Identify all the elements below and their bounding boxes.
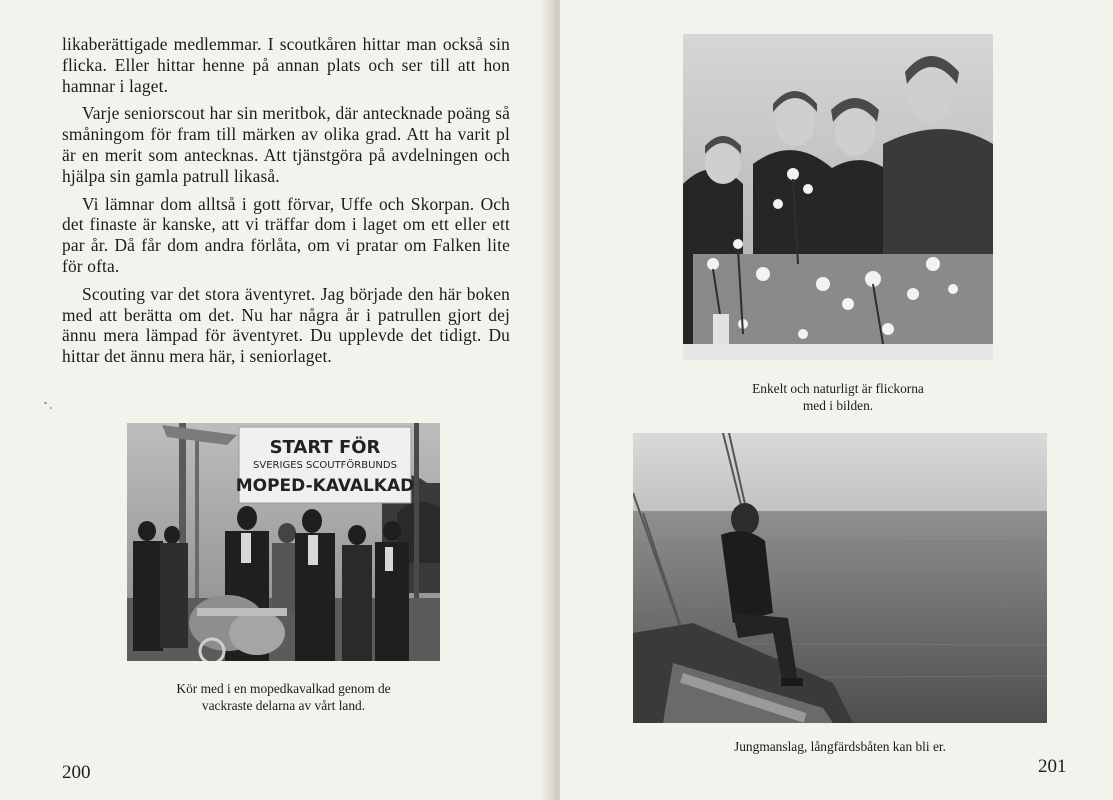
caption-line: vackraste delarna av vårt land. — [201, 698, 366, 713]
page-number: 201 — [1038, 756, 1067, 777]
print-speck — [50, 407, 52, 409]
body-text — [62, 34, 510, 374]
photo-moped-kavalkad — [127, 423, 440, 661]
caption-line: Enkelt och naturligt är flickorna — [752, 381, 924, 396]
caption-line: Kör med i en mopedkavalkad genom de — [176, 681, 391, 696]
banner-line: SVERIGES SCOUTFÖRBUNDS — [253, 460, 397, 471]
banner-line: MOPED-KAVALKAD — [235, 476, 415, 496]
print-speck — [44, 402, 47, 404]
right-page — [560, 0, 1113, 800]
paragraph: Varje seniorscout har sin meritbok, där antecknade poäng så småningom för fram till märken av olika grad. Att ha varit pl är en merit som antecknas. Att tjänstgöra på avdelningen och hjälpa sin gamla patrull likaså. — [62, 103, 510, 186]
paragraph: Scouting var det stora äventyret. Jag började den här boken med att berätta om det. Nu har några år i patrullen gjort dej ännu mera lämpad för äventyret. Du upplevde det tidigt. Du hittar det ännu mera här, i seniorlaget. — [62, 283, 510, 367]
photo-caption — [683, 380, 993, 414]
paragraph: likaberättigade medlemmar. I scoutkåren hittar man också sin flicka. Eller hittar henne på annan plats och ser till att hon hamnar i laget. — [62, 34, 510, 96]
photo-caption — [127, 680, 440, 714]
left-page — [0, 0, 552, 800]
photo-caption: Jungmanslag, långfärdsbåten kan bli er. — [734, 739, 946, 754]
banner-line: START FÖR — [269, 437, 381, 458]
caption-line: med i bilden. — [802, 398, 874, 413]
photo-girls-flowers — [683, 34, 993, 360]
page-number: 200 — [62, 762, 91, 783]
photo-sailing-boat — [633, 433, 1047, 723]
paragraph: Vi lämnar dom alltså i gott förvar, Uffe och Skorpan. Och det finaste är kanske, att vi träffar dom i laget om ett eller ett par år. Då får dom andra förlåta, om vi pratar om Falken lite för ofta. — [62, 193, 510, 276]
